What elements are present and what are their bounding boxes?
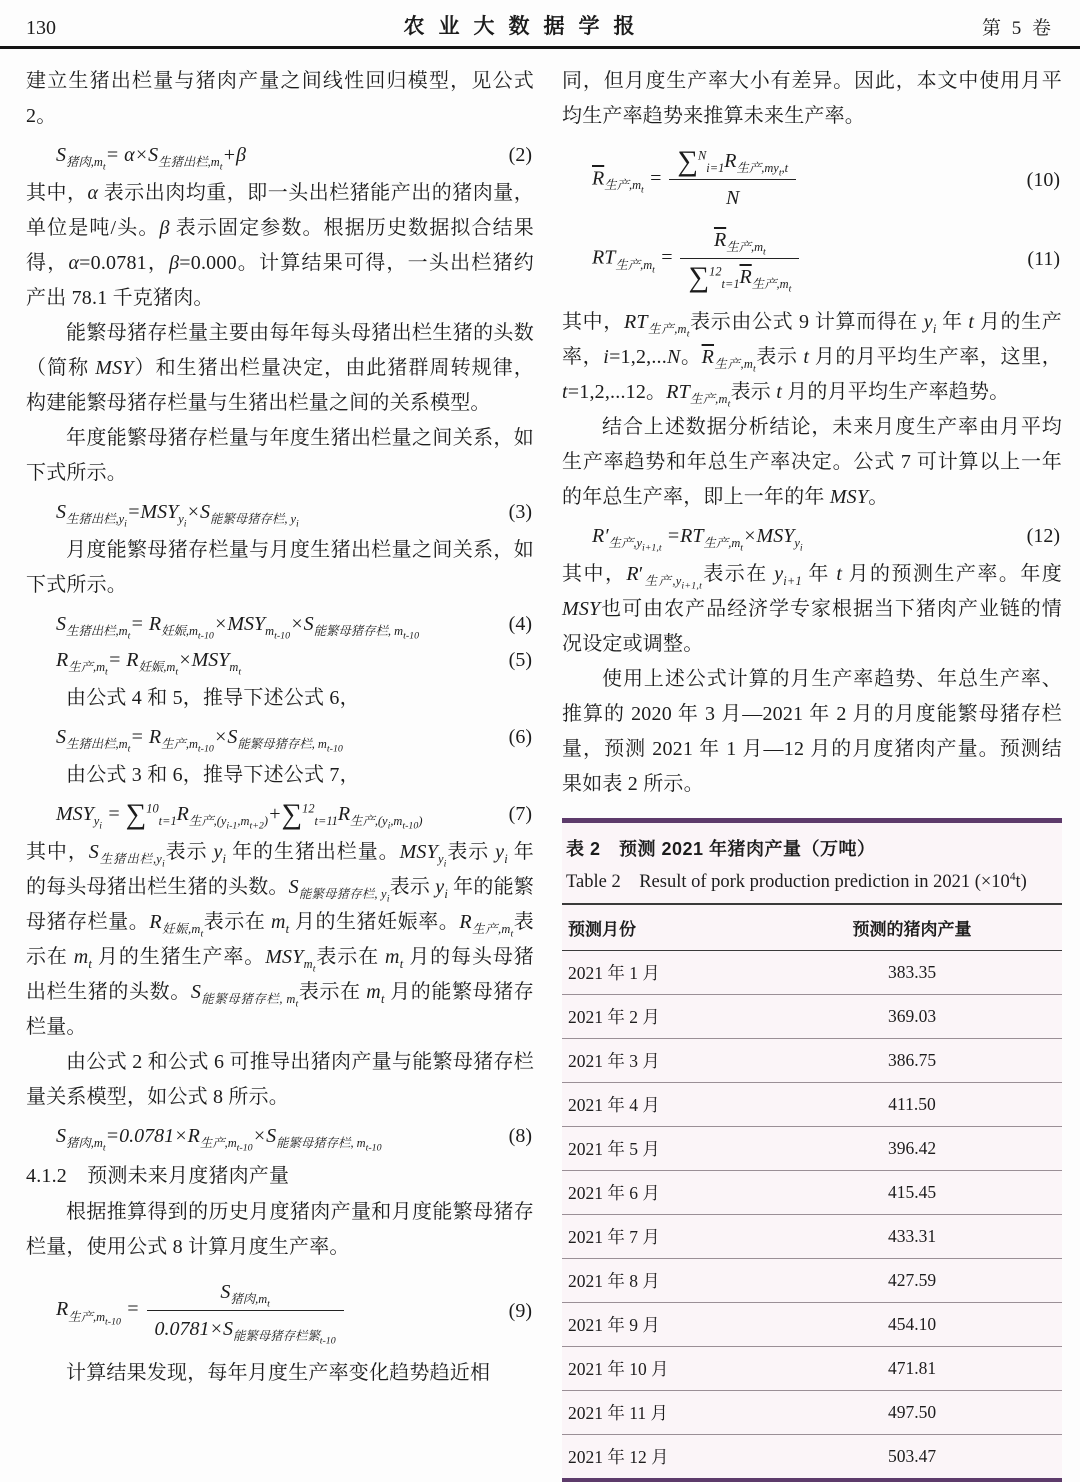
two-column-body	[0, 49, 1080, 1482]
value-cell: 433.31	[762, 1214, 1062, 1258]
equation	[26, 1277, 534, 1347]
equation-number: (5)	[508, 649, 532, 671]
equation	[26, 722, 534, 755]
volume-label: 第 5 卷	[981, 18, 1054, 39]
table-row	[562, 1082, 1062, 1126]
equation-body: $S_{生猪出栏,m_t}= R_{妊娠,m_{t-10}}\times MSY_{m_{t-10}}\times S_{能繁母猪存栏, m_{t-10}}$	[56, 613, 420, 642]
table-caption-en: Table 2 Result of pork production prediction in 2021 $(\times 10^4t)$	[566, 870, 1027, 892]
equation	[26, 1121, 534, 1154]
paragraph: 其中，$RT_{生产,m_t}$表示由公式 9 计算而得在 $y_i$ 年 t 月的生产率，i=1,2,...N。$\overline{R}_{生产,m_t}$表示 t 月的月平均生产率，这里，t=1,2,...12。$RT_{生产,m_t}$表示 t 月的月平均生产率趋势。	[562, 310, 1062, 410]
value-cell: 471.81	[762, 1346, 1062, 1390]
paragraph: 由公式 3 和 6，推导下述公式 7，	[66, 764, 360, 786]
month-cell: 2021 年 11 月	[562, 1390, 762, 1434]
table-row	[562, 1346, 1062, 1390]
paragraph: 使用上述公式计算的月生产率趋势、年总生产率、推算的 2020 年 3 月—2021 年 2 月的月度能繁母猪存栏量，预测 2021 年 1 月—12 月的月度猪肉产量。预测结果如表 2 所示。	[562, 667, 1062, 795]
equation-number: (4)	[508, 613, 532, 635]
paragraph: 建立生猪出栏量与猪肉产量之间线性回归模型，见公式 2。	[26, 70, 534, 127]
equation-number: (6)	[508, 726, 532, 748]
equation-body: $S_{猪肉,m_t}=0.0781\times R_{生产,m_{t-10}}\times S_{能繁母猪存栏, m_{t-10}}$	[56, 1125, 382, 1154]
value-cell: 383.35	[762, 950, 1062, 994]
paragraph: 其中，$S_{生猪出栏,y_i}$表示 $y_i$ 年的生猪出栏量。$MSY_{y_i}$表示 $y_i$ 年的每头母猪出栏生猪的头数。$S_{能繁母猪存栏, y_i}$表示 $y_i$ 年的能繁母猪存栏量。$R_{妊娠,m_t}$表示在 $m_t$ 月的生猪妊娠率。$R_{生产,m_t}$表示在 $m_t$ 月的生猪生产率。$MSY_{m_t}$表示在 $m_t$ 月的每头母猪出栏生猪的头数。$S_{能繁母猪存栏, m_t}$表示在 $m_t$ 月的能繁母猪存栏量。	[26, 841, 534, 1039]
value-cell: 369.03	[762, 994, 1062, 1038]
paragraph: 由公式 4 和 5，推导下述公式 6，	[66, 687, 360, 709]
equation-number: (9)	[508, 1299, 532, 1322]
table-row	[562, 950, 1062, 994]
equation-body: $RT_{生产,m_t}$ = $\frac{\overline{R}_{生产,m_t}}{\sum^{12}_{t=1}\overline{R}_{生产,m_t}}$	[562, 225, 1027, 292]
equation-number: (2)	[508, 144, 532, 166]
equation-body: $\overline{R}_{生产,m_t}$ = $\frac{\sum^N_{i=1}R_{生产,my_t,t}}{N}$	[562, 146, 1027, 213]
fraction: $\frac{\overline{R}_{生产,m_t}}{\sum^{12}_{t=1}\overline{R}_{生产,m_t}}$	[680, 225, 799, 292]
table-row	[562, 1214, 1062, 1258]
table-header-row	[562, 904, 1062, 951]
prediction-table	[562, 903, 1062, 1478]
month-cell: 2021 年 6 月	[562, 1170, 762, 1214]
equation-body: $R_{生产,m_t}= R_{妊娠,m_t}\times MSY_{m_t}$	[56, 649, 242, 678]
table-row	[562, 1434, 1062, 1478]
month-cell: 2021 年 12 月	[568, 1446, 669, 1467]
month-cell: 2021 年 9 月	[562, 1302, 762, 1346]
month-cell: 2021 年 8 月	[562, 1258, 762, 1302]
fraction: $\frac{\sum^N_{i=1}R_{生产,my_t,t}}{N}$	[669, 146, 796, 213]
table-row	[562, 1258, 1062, 1302]
paragraph: 计算结果发现，每年月度生产率变化趋势趋近相	[66, 1362, 491, 1385]
table-bottom-rule	[562, 1478, 1062, 1482]
equation	[562, 225, 1062, 295]
value-cell: 427.59	[762, 1258, 1062, 1302]
section-heading: 4.1.2 预测未来月度猪肉产量	[26, 1165, 290, 1188]
table-row	[562, 994, 1062, 1038]
table-2	[562, 818, 1062, 1482]
fraction: $\frac{S_{猪肉,m_t}}{0.0781\times S_{能繁母猪存栏繁_{t-10}}}$	[147, 1277, 344, 1344]
right-column	[562, 64, 1062, 1482]
equation-number: (8)	[508, 1125, 532, 1148]
equation	[26, 645, 534, 678]
equation-number: (3)	[508, 501, 532, 523]
value-cell: 386.75	[762, 1038, 1062, 1082]
table-row	[562, 1302, 1062, 1346]
month-cell: 2021 年 10 月	[562, 1346, 762, 1390]
month-cell: 2021 年 1 月	[562, 950, 762, 994]
paragraph: 结合上述数据分析结论，未来月度生产率由月平均生产率趋势和年总生产率决定。公式 7 可计算以上一年的年总生产率，即上一年的年 MSY。	[562, 415, 1062, 508]
equation-number: (10)	[1026, 168, 1060, 191]
equation	[26, 798, 534, 832]
month-cell: 2021 年 7 月	[562, 1214, 762, 1258]
equation	[562, 146, 1062, 213]
equation-number: (12)	[1026, 524, 1060, 547]
equation-number: (11)	[1027, 248, 1060, 271]
paragraph: 其中，α 表示出肉均重，即一头出栏猪能产出的猪肉量，单位是吨/头。β 表示固定参数。根据历史数据拟合结果得，α=0.0781，β=0.000。计算结果可得，一头出栏猪约产出 78.1 千克猪肉。	[26, 182, 535, 309]
left-column	[26, 64, 534, 1482]
month-cell: 2021 年 2 月	[562, 994, 762, 1038]
value-cell: 454.10	[762, 1302, 1062, 1346]
equation	[26, 609, 534, 642]
month-cell: 2021 年 4 月	[562, 1082, 762, 1126]
equation	[562, 521, 1062, 554]
paragraph: 其中，$R'_{生产,y_{i+1,t}}$表示在 $y_{i+1}$ 年 t 月的预测生产率。年度MSY也可由农产品经济学专家根据当下猪肉产业链的情况设定或调整。	[562, 562, 1062, 655]
journal-title: 农业大数据学报	[403, 15, 649, 38]
value-cell: 497.50	[762, 1390, 1062, 1434]
value-cell: 415.45	[762, 1170, 1062, 1214]
month-cell: 2021 年 5 月	[562, 1126, 762, 1170]
equation-body: $S_{生猪出栏,m_t}= R_{生产,m_{t-10}}\times S_{能繁母猪存栏, m_{t-10}}$	[56, 726, 343, 755]
equation-body: $R_{生产,m_{t-10}}$ = $\frac{S_{猪肉,m_t}}{0.0781\times S_{能繁母猪存栏繁_{t-10}}}$	[26, 1277, 509, 1344]
equation	[26, 140, 534, 173]
month-cell: 2021 年 3 月	[562, 1038, 762, 1082]
page-number: 130	[26, 17, 56, 39]
equation-body: $S_{生猪出栏,y_i}=MSY_{y_i}\times S_{能繁母猪存栏, y_i}$	[56, 501, 299, 530]
paragraph: 年度能繁母猪存栏量与年度生猪出栏量之间关系，如下式所示。	[26, 427, 534, 484]
table-caption-zh: 表 2 预测 2021 年猪肉产量（万吨）	[566, 838, 876, 859]
equation	[26, 497, 534, 530]
paragraph: 由公式 2 和公式 6 可推导出猪肉产量与能繁母猪存栏量关系模型，如公式 8 所示。	[26, 1051, 534, 1109]
paragraph: 能繁母猪存栏量主要由每年每头母猪出栏生猪的头数（简称 MSY）和生猪出栏量决定，由此猪群周转规律，构建能繁母猪存栏量与生猪出栏量之间的关系模型。	[26, 322, 534, 414]
equation-body: $S_{猪肉,m_t}= \alpha\times S_{生猪出栏,m_t}+\beta$	[56, 144, 246, 173]
equation-body: $MSY_{y_i} = \sum^{10}_{t=1}R_{生产,(y_{i-1},m_{t+2})}+\sum^{12}_{t=11}R_{生产,(y_i,m_{t-10})}$	[56, 798, 423, 832]
paragraph: 根据推算得到的历史月度猪肉产量和月度能繁母猪存栏量，使用公式 8 计算月度生产率。	[26, 1201, 534, 1259]
table-row	[562, 1126, 1062, 1170]
value-cell: 503.47	[887, 1445, 937, 1466]
value-cell: 396.42	[762, 1126, 1062, 1170]
paragraph: 同，但月度生产率大小有差异。因此，本文中使用月平均生产率趋势来推算未来生产率。	[562, 70, 1062, 127]
column-header: 预测月份	[562, 904, 762, 951]
running-head	[0, 0, 1080, 49]
paragraph: 月度能繁母猪存栏量与月度生猪出栏量之间关系，如下式所示。	[26, 539, 534, 596]
column-header: 预测的猪肉产量	[762, 904, 1062, 951]
value-cell: 411.50	[762, 1082, 1062, 1126]
equation-body: $R'_{生产,y_{i+1,t}} =RT_{生产,m_t}\times MSY_{y_i}$	[592, 524, 803, 554]
table-row	[562, 1170, 1062, 1214]
table-row	[562, 1390, 1062, 1434]
table-row	[562, 1038, 1062, 1082]
equation-number: (7)	[508, 803, 532, 826]
